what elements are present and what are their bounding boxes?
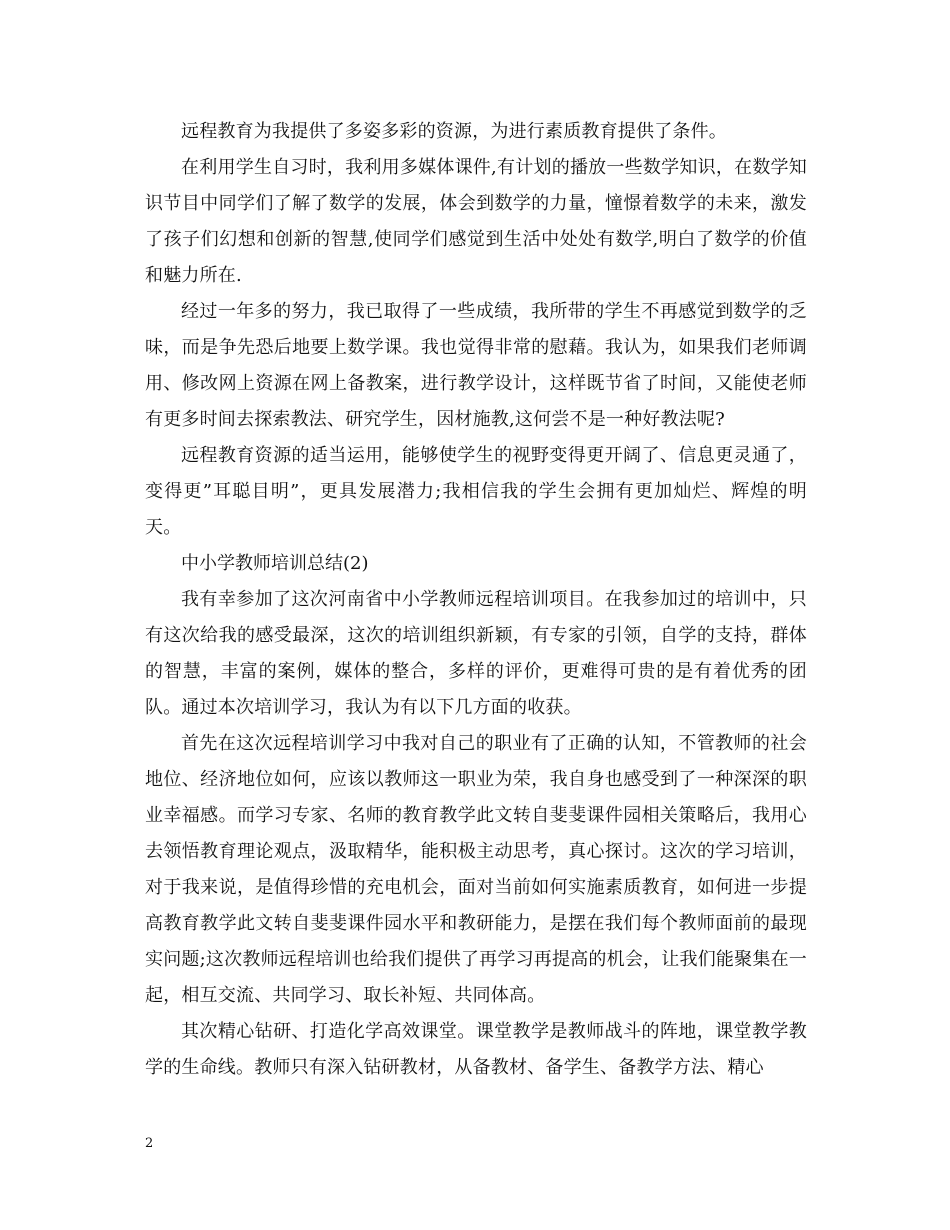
paragraph-3: 经过一年多的努力，我已取得了一些成绩，我所带的学生不再感觉到数学的乏味，而是争先恐后地要上数学课。我也觉得非常的慰藉。我认为，如果我们老师调用、修改网上资源在网上备教案，进行教学设计，这样既节省了时间，又能使老师有更多时间去探索教法、研究学生，因材施教,这何尝不是一种好教法呢? [145,301,807,430]
paragraph-4: 远程教育资源的适当运用，能够使学生的视野变得更开阔了、信息更灵通了，变得更”耳聪目明”，更具发展潜力;我相信我的学生会拥有更加灿烂、辉煌的明天。 [145,445,807,538]
document-body [145,114,807,1086]
section-paragraph-1: 我有幸参加了这次河南省中小学教师远程培训项目。在我参加过的培训中，只有这次给我的感受最深，这次的培训组织新颖，有专家的引领，自学的支持，群体的智慧，丰富的案例，媒体的整合，多样的评价，更难得可贵的是有着优秀的团队。通过本次培训学习，我认为有以下几方面的收获。 [145,589,807,718]
section-paragraph-3: 其次精心钻研、打造化学高效课堂。课堂教学是教师战斗的阵地，课堂教学教学的生命线。教师只有深入钻研教材，从备教材、备学生、备教学方法、精心 [145,1021,807,1078]
section-paragraph-2: 首先在这次远程培训学习中我对自己的职业有了正确的认知，不管教师的社会地位、经济地位如何，应该以教师这一职业为荣，我自身也感受到了一种深深的职业幸福感。而学习专家、名师的教育教学此文转自斐斐课件园相关策略后，我用心去领悟教育理论观点，汲取精华，能积极主动思考，真心探讨。这次的学习培训，对于我来说，是值得珍惜的充电机会，面对当前如何实施素质教育，如何进一步提高教育教学此文转自斐斐课件园水平和教研能力，是摆在我们每个教师面前的最现实问题;这次教师远程培训也给我们提供了再学习再提高的机会，让我们能聚集在一起，相互交流、共同学习、取长补短、共同体高。 [145,733,807,1006]
paragraph-1: 远程教育为我提供了多姿多彩的资源，为进行素质教育提供了条件。 [181,121,727,142]
paragraph-2: 在利用学生自习时，我利用多媒体课件,有计划的播放一些数学知识，在数学知识节目中同学们了解了数学的发展，体会到数学的力量，憧憬着数学的未来，激发了孩子们幻想和创新的智慧,使同学们感觉到生活中处处有数学,明白了数学的价值和魅力所在. [145,157,807,286]
page-number: 2 [145,1136,154,1151]
section-heading: 中小学教师培训总结(2) [181,553,369,574]
